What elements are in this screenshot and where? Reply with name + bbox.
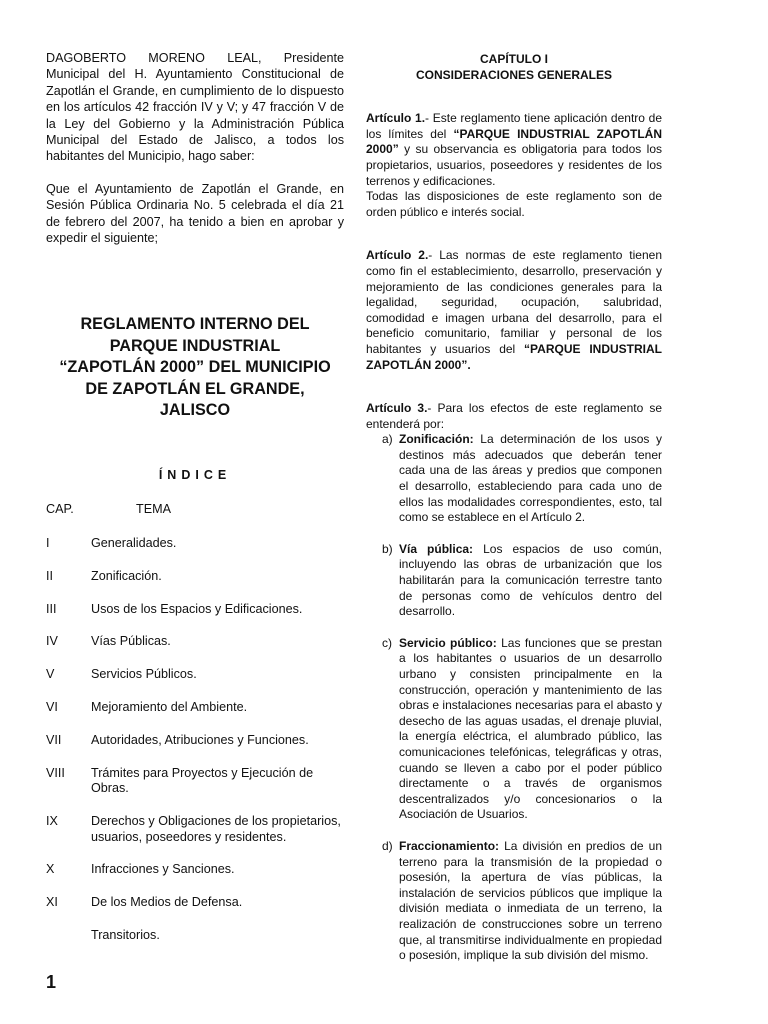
item-text: Las funciones que se prestan a los habitantes o usuarios de un desarrollo urbano y consisten principalmente en la construcción, operación y mantenimiento de las obras e instalaciones necesarias para el abasto y desecho de las aguas usadas, el drenaje pluvial, la energía eléctrica, el alumbrado público, las comunicaciones telefónicas, telegráficas y otras, cuando se lleven a cabo por el poder público directamente o a través de organismos descentralizados y/o concesionarios o la Asociación de Usuarios.	[399, 635, 663, 822]
table-of-contents	[46, 536, 346, 961]
toc-text: Mejoramiento del Ambiente.	[91, 699, 248, 714]
title-line-2: PARQUE INDUSTRIAL	[109, 336, 281, 355]
article-1-text: - Este reglamento tiene aplicación dentro de los límites del	[366, 111, 662, 141]
item-text: La determinación de los usos y destinos más adecuados que deberán tener cada una de las áreas y predios que componen el desarrollo, estableciendo para cada uno de ellos las modalidades correspondientes, esto, tal como se establece en el Artículo 2.	[399, 432, 662, 525]
toc-row	[46, 569, 346, 585]
toc-number: IX	[46, 813, 58, 828]
toc-number: VI	[46, 699, 58, 714]
toc-text: Vías Públicas.	[91, 634, 171, 649]
article-1-text-2: y su observancia es obligatoria para todos los propietarios, usuarios, poseedores y residentes de los terrenos y edificaciones.	[366, 142, 662, 188]
toc-text: Infracciones y Sanciones.	[91, 862, 235, 877]
toc-text: Generalidades.	[91, 536, 177, 550]
toc-row	[46, 928, 346, 944]
toc-text: Trámites para Proyectos y Ejecución de Obras.	[91, 765, 314, 796]
document-title	[46, 314, 344, 422]
toc-row	[46, 862, 346, 878]
toc-row	[46, 667, 346, 683]
toc-row	[46, 766, 346, 798]
toc-number: V	[46, 667, 55, 682]
item-letter: c)	[382, 635, 392, 650]
left-column	[46, 50, 344, 246]
item-term: Vía pública:	[399, 541, 474, 556]
article-2	[366, 248, 662, 373]
toc-row	[46, 634, 346, 650]
item-letter: a)	[382, 432, 393, 447]
toc-text: Servicios Públicos.	[91, 667, 197, 682]
list-item	[366, 839, 662, 964]
article-1-park-name: “PARQUE INDUSTRIAL ZAPOTLÁN 2000”	[366, 126, 663, 157]
index-heading: ÍNDICE	[158, 468, 232, 482]
article-1	[366, 111, 662, 189]
toc-col-cap: CAP.	[46, 502, 74, 516]
intro-paragraph-2: Que el Ayuntamiento de Zapotlán el Grande, en Sesión Pública Ordinaria No. 5 celebrada el día 21 de febrero del 2007, ha tenido a bien en aprobar y expedir el siguiente;	[46, 181, 344, 246]
chapter-title: CONSIDERACIONES GENERALES	[415, 67, 613, 82]
list-item	[366, 636, 662, 823]
item-text: La división en predios de un terreno para la transmisión de la propiedad o posesión, la apertura de vías públicas, la instalación de servicios públicos que implique la división mediata o inmediata de un terreno, la realización de construcciones sobre un terreno que, al transmitirse individualmente en propiedad o posesión, implique la sub división del mismo.	[399, 838, 662, 963]
toc-number: III	[46, 601, 57, 616]
toc-number: X	[46, 862, 55, 877]
toc-number: IV	[46, 634, 58, 649]
toc-row	[46, 733, 346, 749]
toc-number: I	[46, 536, 50, 550]
article-2-park-name: “PARQUE INDUSTRIAL ZAPOTLÁN 2000”.	[366, 341, 662, 372]
toc-number: VII	[46, 732, 62, 747]
page-number: 1	[46, 972, 57, 992]
toc-row	[46, 895, 346, 911]
list-item	[366, 432, 662, 526]
definitions-list	[366, 432, 662, 963]
toc-row	[46, 700, 346, 716]
toc-col-tema: TEMA	[136, 502, 171, 516]
chapter-number: CAPÍTULO I	[480, 52, 548, 66]
title-line-1: REGLAMENTO INTERNO DEL	[80, 315, 310, 333]
article-3-label: Artículo 3.	[366, 401, 428, 416]
article-1-paragraph-2: Todas las disposiciones de este reglamento son de orden público e interés social.	[366, 189, 662, 219]
article-1-label: Artículo 1.	[366, 111, 426, 126]
toc-row	[46, 602, 346, 618]
article-2-text: - Las normas de este reglamento tienen como fin el establecimiento, desarrollo, preservación y mejoramiento de las condiciones generales para la legalidad, seguridad, ocupación, salubridad, comodidad e imagen urbana del desarrollo, para el beneficio comunitario, familiar y personal de los habitantes y usuarios del	[366, 248, 662, 356]
item-term: Zonificación:	[399, 432, 474, 447]
intro-paragraph: DAGOBERTO MORENO LEAL, Presidente Municipal del H. Ayuntamiento Constitucional de Zapotlán el Grande, en cumplimiento de lo dispuesto en los artículos 42 fracción IV y V; y 47 fracción V de la Ley del Gobierno y la Administración Pública Municipal del Estado de Jalisco, a todos los habitantes del Municipio, hago saber:	[46, 51, 344, 164]
article-2-label: Artículo 2.	[366, 248, 429, 263]
toc-text: Usos de los Espacios y Edificaciones.	[91, 601, 303, 616]
toc-number: VIII	[46, 765, 65, 780]
article-3	[366, 401, 662, 432]
right-column	[366, 52, 662, 964]
item-term: Fraccionamiento:	[399, 838, 500, 853]
title-line-4: DE ZAPOTLÁN EL GRANDE,	[85, 379, 305, 398]
toc-text: Autoridades, Atribuciones y Funciones.	[91, 732, 309, 747]
title-line-5: JALISCO	[159, 401, 231, 419]
toc-number: XI	[46, 895, 58, 910]
toc-text: Transitorios.	[91, 927, 160, 942]
article-3-text: - Para los efectos de este reglamento se entenderá por:	[366, 401, 662, 431]
item-term: Servicio público:	[399, 635, 497, 650]
toc-text: Zonificación.	[91, 568, 162, 583]
item-text: Los espacios de uso común, incluyendo las obras de urbanización que los habilitarán para la comunicación terrestre tanto de personas como de vehículos dentro del desarrollo.	[399, 541, 662, 619]
toc-row	[46, 814, 346, 846]
toc-text: Derechos y Obligaciones de los propietarios, usuarios, poseedores y residentes.	[91, 813, 341, 844]
list-item	[366, 542, 662, 620]
item-letter: d)	[382, 838, 393, 853]
title-line-3: “ZAPOTLÁN 2000” DEL MUNICIPIO	[59, 358, 331, 376]
item-letter: b)	[382, 541, 393, 556]
toc-number: II	[46, 568, 53, 583]
toc-text: De los Medios de Defensa.	[91, 895, 243, 910]
toc-row	[46, 536, 346, 552]
